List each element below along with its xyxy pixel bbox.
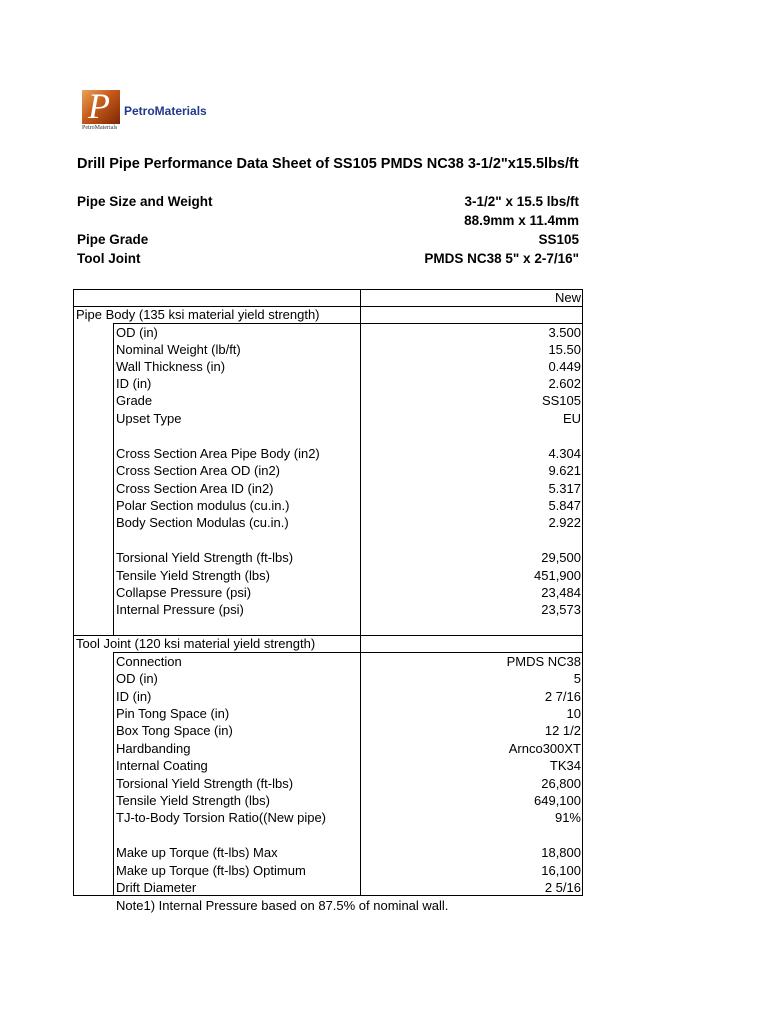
table-row-value: PMDS NC38 [506, 654, 581, 669]
table-row-value: 12 1/2 [544, 723, 581, 738]
table-row-value: 3.500 [548, 325, 581, 340]
table-row-label: Body Section Modulas (cu.in.) [116, 515, 289, 530]
table-row-label: OD (in) [116, 325, 158, 340]
table-row-label: Grade [116, 393, 153, 408]
table-row-label: Torsional Yield Strength (ft-lbs) [116, 776, 294, 791]
table-row-value: 91% [554, 810, 581, 825]
table-row-value: 451,900 [534, 568, 581, 583]
table-row-label: Tensile Yield Strength (lbs) [116, 793, 270, 808]
table-row-value: SS105 [541, 393, 581, 408]
table-row-label: Pin Tong Space (in) [116, 706, 230, 721]
table-row-value: 26,800 [541, 776, 581, 791]
logo-subtext: PetroMaterials [82, 125, 118, 131]
table-row-value: EU [562, 411, 581, 426]
footnote: Note1) Internal Pressure based on 87.5% of nominal wall. [116, 898, 449, 913]
pipe-size-value: 3-1/2" x 15.5 lbs/ft [464, 194, 579, 209]
table-row-value: 2.602 [548, 376, 581, 391]
logo-mark [82, 86, 120, 126]
table-row-value: 10 [566, 706, 581, 721]
table-row-label: Upset Type [116, 411, 182, 426]
company-logo [82, 86, 122, 134]
tool-joint-section-title: Tool Joint (120 ksi material yield strength) [76, 636, 316, 651]
table-row-value: 2.922 [548, 515, 581, 530]
brand-name: PetroMaterials [124, 104, 207, 118]
table-row-label: ID (in) [116, 689, 152, 704]
tool-joint-label: Tool Joint [77, 251, 141, 266]
table-row-value: 5.847 [548, 498, 581, 513]
table-row-label: Tensile Yield Strength (lbs) [116, 568, 270, 583]
table-row-label: Hardbanding [116, 741, 191, 756]
pipe-size-label: Pipe Size and Weight [77, 194, 213, 209]
table-row-label: Wall Thickness (in) [116, 359, 226, 374]
table-row-value: 16,100 [541, 863, 581, 878]
table-row-value: 15.50 [548, 342, 581, 357]
table-row-value: 2 7/16 [544, 689, 581, 704]
table-row-label: Polar Section modulus (cu.in.) [116, 498, 290, 513]
table-row-label: Torsional Yield Strength (ft-lbs) [116, 550, 294, 565]
table-row-label: Connection [116, 654, 182, 669]
tool-joint-value: PMDS NC38 5" x 2-7/16" [424, 251, 579, 266]
table-row-label: Make up Torque (ft-lbs) Max [116, 845, 278, 860]
table-row-value: 5.317 [548, 481, 581, 496]
table-row-value: 23,484 [541, 585, 581, 600]
table-row-value: 9.621 [548, 463, 581, 478]
pipe-body-indent-divider [113, 323, 114, 635]
table-row-value: 18,800 [541, 845, 581, 860]
table-row-value: Arnco300XT [508, 741, 581, 756]
table-row-label: Internal Pressure (psi) [116, 602, 244, 617]
table-row-value: TK34 [549, 758, 581, 773]
table-row-value: 0.449 [548, 359, 581, 374]
pipe-body-section-title: Pipe Body (135 ksi material yield strength) [76, 307, 320, 322]
pipe-body-title-divider [113, 323, 583, 324]
table-row-label: OD (in) [116, 671, 158, 686]
table-row-label: Cross Section Area ID (in2) [116, 481, 274, 496]
table-row-label: Cross Section Area Pipe Body (in2) [116, 446, 320, 461]
table-row-value: 23,573 [541, 602, 581, 617]
table-row-label: TJ-to-Body Torsion Ratio((New pipe) [116, 810, 326, 825]
pipe-size-metric-value: 88.9mm x 11.4mm [464, 213, 579, 228]
table-row-label: ID (in) [116, 376, 152, 391]
pipe-grade-value: SS105 [538, 232, 579, 247]
column-header-new: New [554, 290, 581, 305]
logo-letter: P [88, 86, 110, 126]
value-column-divider [360, 289, 361, 896]
table-row-value: 29,500 [541, 550, 581, 565]
table-row-label: Drift Diameter [116, 880, 197, 895]
table-row-label: Make up Torque (ft-lbs) Optimum [116, 863, 306, 878]
table-row-value: 5 [573, 671, 581, 686]
table-row-value: 4.304 [548, 446, 581, 461]
tool-joint-indent-divider [113, 652, 114, 896]
table-row-label: Cross Section Area OD (in2) [116, 463, 281, 478]
table-row-label: Collapse Pressure (psi) [116, 585, 252, 600]
table-row-value: 2 5/16 [544, 880, 581, 895]
table-row-label: Nominal Weight (lb/ft) [116, 342, 241, 357]
table-row-label: Internal Coating [116, 758, 208, 773]
pipe-grade-label: Pipe Grade [77, 232, 149, 247]
document-title: Drill Pipe Performance Data Sheet of SS105 PMDS NC38 3-1/2"x15.5lbs/ft [77, 156, 579, 172]
table-row-label: Box Tong Space (in) [116, 723, 233, 738]
table-row-value: 649,100 [534, 793, 581, 808]
